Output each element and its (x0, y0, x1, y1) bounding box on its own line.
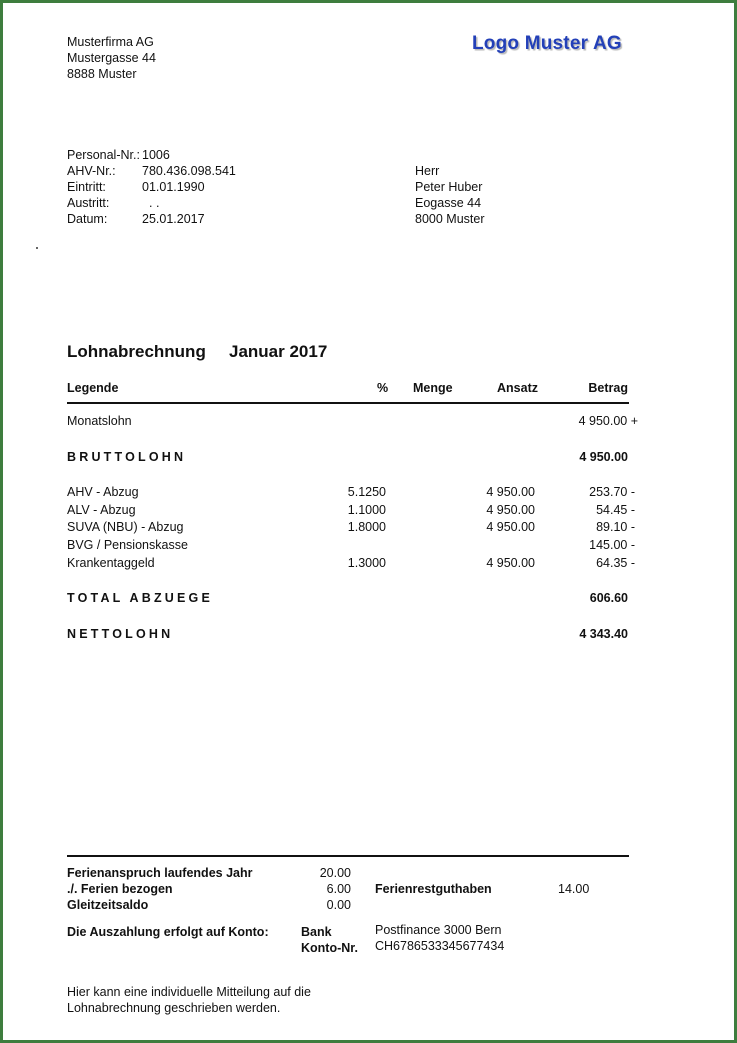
ferienanspruch-value: 20.00 (319, 866, 351, 880)
recipient-salutation: Herr (415, 164, 440, 178)
message-line-2: Lohnabrechnung geschrieben werden. (67, 1001, 281, 1015)
ferienrest-value: 14.00 (558, 882, 590, 896)
deduction-percent: 1.8000 (347, 520, 386, 534)
personal-nr-value: 1006 (142, 148, 170, 162)
konto-label: Konto-Nr. (301, 941, 358, 955)
deduction-label: ALV - Abzug (67, 503, 136, 517)
konto-value: CH6786533345677434 (375, 939, 505, 953)
deduction-percent: 1.3000 (347, 556, 386, 570)
gleitzeit-value: 0.00 (326, 898, 351, 912)
bruttolohn-betrag: 4 950.00 (579, 450, 628, 464)
bank-label: Bank (301, 925, 332, 939)
nettolohn-label: NETTOLOHN (67, 627, 174, 641)
monatslohn-label: Monatslohn (67, 414, 132, 428)
header-legende: Legende (67, 381, 119, 395)
total-abzuege-label: TOTAL ABZUEGE (67, 591, 214, 605)
nettolohn-betrag: 4 343.40 (579, 627, 628, 641)
deduction-ansatz: 4 950.00 (486, 520, 535, 534)
deduction-percent: 5.1250 (347, 485, 386, 499)
company-street: Mustergasse 44 (67, 51, 156, 65)
deduction-betrag: 54.45 - (596, 503, 635, 517)
header-rule (67, 402, 629, 404)
recipient-name: Peter Huber (415, 180, 483, 194)
datum-value: 25.01.2017 (142, 212, 205, 226)
recipient-street: Eogasse 44 (415, 196, 482, 210)
ferien-bezogen-label: ./. Ferien bezogen (67, 882, 173, 896)
bruttolohn-label: BRUTTOLOHN (67, 450, 187, 464)
bank-value: Postfinance 3000 Bern (375, 923, 502, 937)
company-name: Musterfirma AG (67, 35, 154, 49)
payment-label: Die Auszahlung erfolgt auf Konto: (67, 925, 269, 939)
eintritt-label: Eintritt: (67, 180, 106, 194)
deduction-label: Krankentaggeld (67, 556, 155, 570)
gleitzeit-label: Gleitzeitsaldo (67, 898, 149, 912)
datum-label: Datum: (67, 212, 108, 226)
ferienanspruch-label: Ferienanspruch laufendes Jahr (67, 866, 253, 880)
deduction-betrag: 89.10 - (596, 520, 635, 534)
ferienrest-label: Ferienrestguthaben (375, 882, 492, 896)
deduction-ansatz: 4 950.00 (486, 503, 535, 517)
ahv-label: AHV-Nr.: (67, 164, 116, 178)
deduction-betrag: 145.00 - (589, 538, 635, 552)
header-betrag: Betrag (588, 381, 628, 395)
deduction-percent: 1.1000 (347, 503, 386, 517)
deduction-betrag: 64.35 - (596, 556, 635, 570)
recipient-city: 8000 Muster (415, 212, 485, 226)
document-title: Lohnabrechnung (67, 342, 206, 361)
header-ansatz: Ansatz (497, 381, 538, 395)
monatslohn-betrag: 4 950.00 + (578, 414, 638, 428)
personal-nr-label: Personal-Nr.: (67, 148, 140, 162)
company-logo: Logo Muster AG (472, 33, 622, 54)
ahv-value: 780.436.098.541 (142, 164, 236, 178)
ferien-bezogen-value: 6.00 (326, 882, 351, 896)
total-abzuege-betrag: 606.60 (589, 591, 628, 605)
deduction-ansatz: 4 950.00 (486, 485, 535, 499)
deduction-label: BVG / Pensionskasse (67, 538, 188, 552)
eintritt-value: 01.01.1990 (142, 180, 205, 194)
austritt-label: Austritt: (67, 196, 110, 210)
header-menge: Menge (413, 381, 453, 395)
deduction-ansatz: 4 950.00 (486, 556, 535, 570)
header-percent: % (377, 381, 389, 395)
deduction-label: AHV - Abzug (67, 485, 139, 499)
austritt-value: . . (149, 196, 160, 210)
deduction-betrag: 253.70 - (589, 485, 635, 499)
stray-dot (36, 247, 38, 249)
message-line-1: Hier kann eine individuelle Mitteilung auf die (67, 985, 311, 999)
ferien-rule (67, 855, 629, 857)
document-period: Januar 2017 (229, 342, 328, 361)
company-city: 8888 Muster (67, 67, 137, 81)
deduction-label: SUVA (NBU) - Abzug (67, 520, 184, 534)
